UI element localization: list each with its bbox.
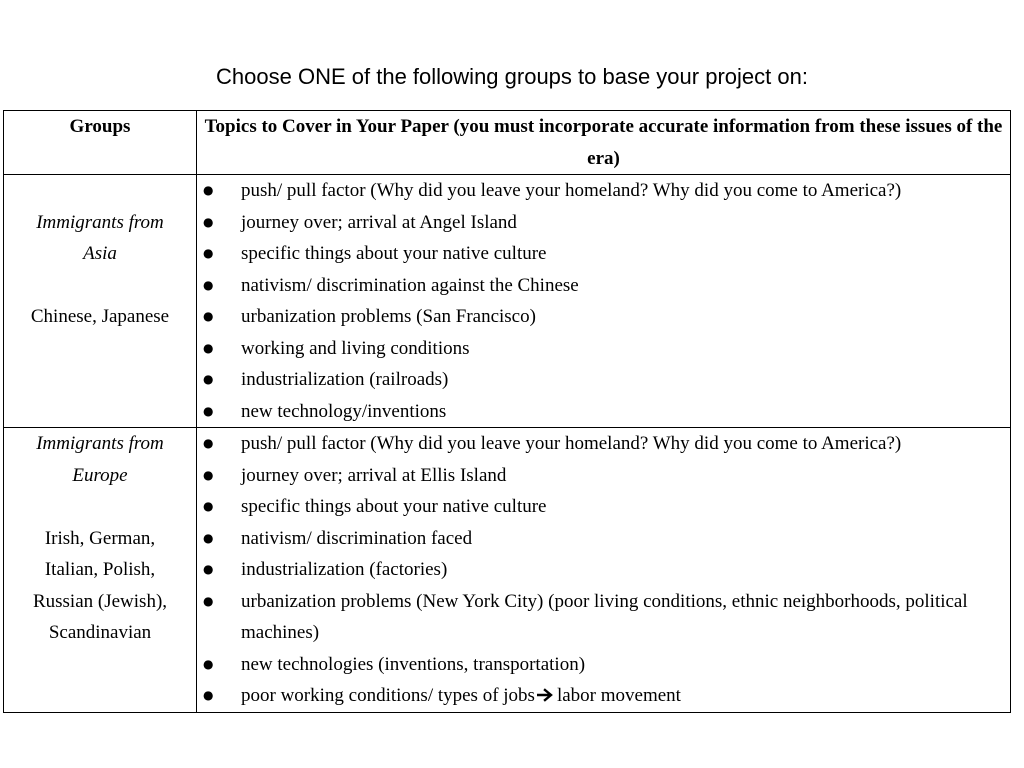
topic-text: industrialization (factories) <box>241 559 448 580</box>
list-item <box>197 238 1010 270</box>
group-name-line: Immigrants from <box>36 433 164 454</box>
topic-list <box>197 428 1010 712</box>
list-item <box>197 396 1010 428</box>
group-cell-asia <box>4 175 197 428</box>
list-item <box>197 364 1010 396</box>
topic-text: journey over; arrival at Angel Island <box>241 211 517 233</box>
list-item <box>197 586 1010 649</box>
topic-text: journey over; arrival at Ellis Island <box>241 464 507 486</box>
group-name-line: Europe <box>72 464 128 486</box>
list-item <box>197 649 1010 681</box>
topics-cell-asia <box>197 175 1011 428</box>
header-topics: Topics to Cover in Your Paper (you must incorporate accurate information from these issues of the era) <box>197 111 1011 175</box>
topic-list <box>197 175 1010 427</box>
topic-text: industrialization (railroads) <box>241 369 449 390</box>
bullet-icon: ● <box>203 499 214 513</box>
topic-text: new technology/inventions <box>241 400 447 422</box>
list-item <box>197 207 1010 239</box>
topic-text: nativism/ discrimination against the Chinese <box>241 274 579 296</box>
table-row-asia <box>4 175 1011 428</box>
group-subgroups: Scandinavian <box>48 622 152 643</box>
bullet-icon: ● <box>203 372 214 386</box>
list-item <box>197 175 1010 207</box>
bullet-icon: ● <box>203 688 214 702</box>
bullet-icon: ● <box>203 436 214 450</box>
topic-text: labor movement <box>556 685 681 706</box>
group-name-line: Asia <box>83 243 117 264</box>
group-subgroups: Russian (Jewish), <box>32 590 168 612</box>
bullet-icon: ● <box>203 467 214 482</box>
topic-text: urbanization problems (New York City) (poor living conditions, ethnic neighborhoods, political machines) <box>241 590 968 643</box>
topic-text: specific things about your native culture <box>241 496 547 517</box>
topics-cell-europe <box>197 428 1011 713</box>
topic-text: urbanization problems (San Francisco) <box>241 306 536 327</box>
bullet-icon: ● <box>203 277 214 292</box>
bullet-icon: ● <box>203 183 214 197</box>
topic-text: nativism/ discrimination faced <box>241 527 473 549</box>
bullet-icon: ● <box>203 593 214 608</box>
bullet-icon: ● <box>203 246 214 260</box>
list-item <box>197 523 1010 555</box>
group-subgroups: Irish, German, <box>44 527 156 549</box>
group-spacer <box>4 175 196 207</box>
bullet-icon: ● <box>203 309 214 323</box>
bullet-icon: ● <box>203 214 214 229</box>
topic-text: new technologies (inventions, transportation) <box>241 653 586 675</box>
bullet-icon: ● <box>203 656 214 671</box>
bullet-icon: ● <box>203 403 214 418</box>
page-title: Choose ONE of the following groups to base your project on: <box>216 64 808 89</box>
group-subgroups: Italian, Polish, <box>44 559 156 580</box>
topic-text: push/ pull factor (Why did you leave your homeland? Why did you come to America?) <box>241 433 902 454</box>
groups-table <box>3 110 1011 713</box>
topic-text: working and living conditions <box>241 337 470 359</box>
group-cell-europe <box>4 428 197 713</box>
right-arrow-icon <box>537 688 555 702</box>
table-row-europe <box>4 428 1011 713</box>
list-item <box>197 491 1010 523</box>
bullet-icon: ● <box>203 340 214 355</box>
topic-text: specific things about your native culture <box>241 243 547 264</box>
list-item <box>197 333 1010 365</box>
group-name-line: Immigrants from <box>36 211 164 233</box>
list-item <box>197 680 1010 712</box>
group-spacer <box>4 270 196 302</box>
header-row <box>4 111 1011 175</box>
list-item <box>197 554 1010 586</box>
list-item <box>197 270 1010 302</box>
bullet-icon: ● <box>203 562 214 576</box>
list-item <box>197 428 1010 460</box>
topic-text: poor working conditions/ types of jobs <box>241 685 535 706</box>
group-spacer <box>4 491 196 523</box>
list-item <box>197 460 1010 492</box>
bullet-icon: ● <box>203 530 214 545</box>
header-groups: Groups <box>4 111 197 175</box>
group-subgroups: Chinese, Japanese <box>30 306 170 327</box>
list-item <box>197 301 1010 333</box>
topic-text: push/ pull factor (Why did you leave your homeland? Why did you come to America?) <box>241 180 902 201</box>
